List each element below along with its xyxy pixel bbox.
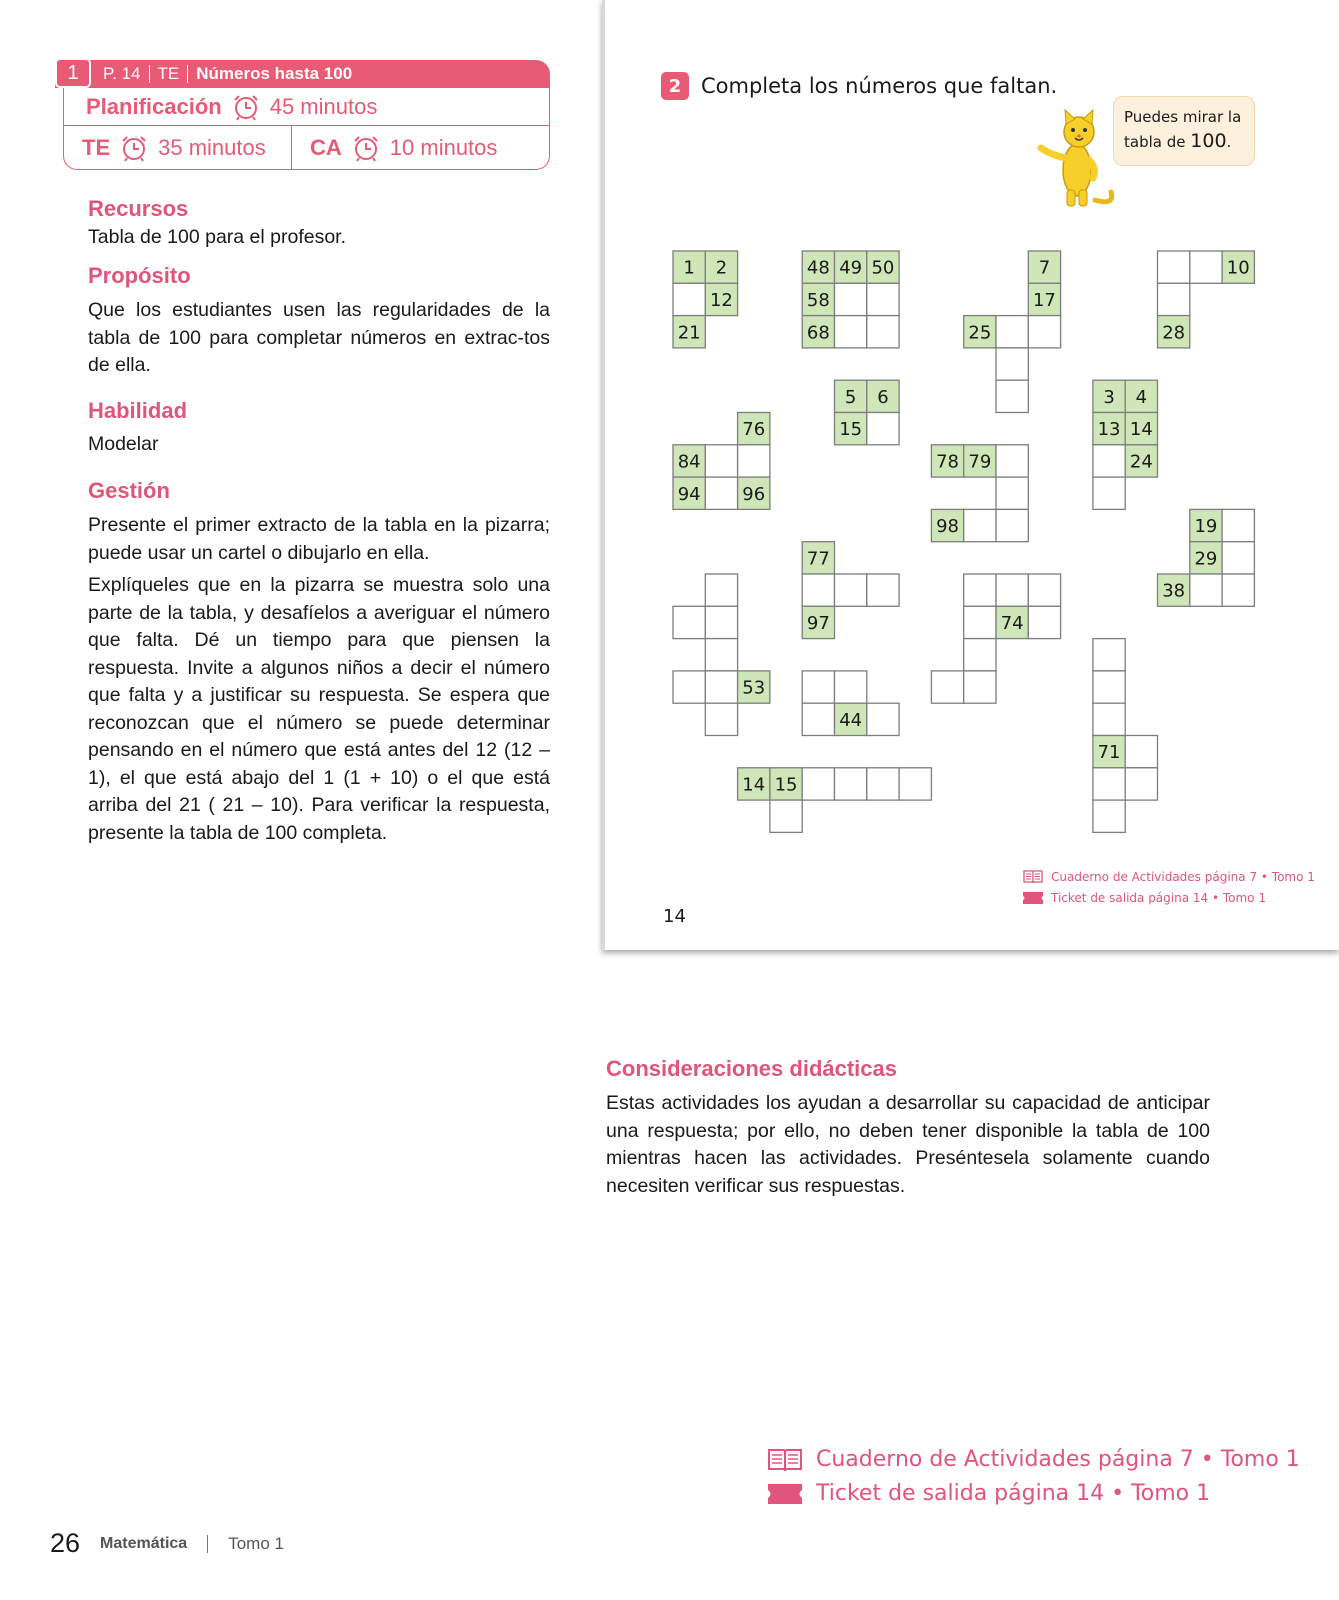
cell-number: 78 — [936, 451, 960, 473]
cell-number: 79 — [968, 451, 992, 473]
cell-number: 50 — [871, 257, 895, 279]
blank-number-cell[interactable] — [1125, 736, 1157, 768]
blank-number-cell[interactable] — [1158, 251, 1190, 283]
volume-label: Tomo 1 — [228, 1533, 284, 1553]
divider — [187, 65, 188, 83]
puzzle-14 — [1093, 639, 1158, 833]
cell-number: 4 — [1135, 386, 1148, 408]
puzzle-3 — [964, 251, 1061, 413]
puzzle-6 — [1093, 380, 1158, 509]
considerations-heading: Consideraciones didácticas — [606, 1056, 897, 1081]
blank-number-cell[interactable] — [964, 606, 996, 638]
puzzle-12 — [931, 574, 1060, 703]
blank-number-cell[interactable] — [996, 380, 1028, 412]
blank-number-cell[interactable] — [1125, 768, 1157, 800]
planning-time: 45 minutos — [269, 93, 378, 119]
puzzle-5 — [835, 380, 900, 445]
blank-number-cell[interactable] — [1028, 316, 1060, 348]
puzzle-13 — [802, 671, 899, 736]
cell-number: 10 — [1226, 257, 1250, 279]
blank-number-cell[interactable] — [1028, 574, 1060, 606]
page-number: 26 — [50, 1528, 81, 1558]
exercise-number: 2 — [661, 72, 689, 100]
hint-number: 100 — [1190, 130, 1227, 152]
blank-number-cell[interactable] — [867, 413, 899, 445]
cell-number: 94 — [677, 483, 701, 505]
alarm-clock-icon — [232, 93, 260, 121]
cell-number: 6 — [877, 386, 889, 408]
cell-number: 7 — [1038, 257, 1051, 279]
blank-number-cell[interactable] — [1222, 509, 1254, 541]
blank-number-cell[interactable] — [835, 671, 867, 703]
hint-line-1: Puedes mirar la — [1124, 108, 1242, 126]
page-footer — [50, 1528, 284, 1559]
planning-label: Planificación — [86, 93, 222, 119]
divider — [207, 1535, 208, 1553]
planning-row — [64, 88, 549, 126]
cell-number: 28 — [1162, 322, 1186, 344]
cell-number: 14 — [1129, 419, 1153, 441]
cell-number: 71 — [1097, 742, 1121, 764]
number-puzzles — [605, 0, 1339, 950]
blank-number-cell[interactable] — [802, 671, 834, 703]
cell-number: 5 — [844, 386, 857, 408]
blank-number-cell[interactable] — [867, 316, 899, 348]
student-page — [602, 0, 1339, 950]
blank-number-cell[interactable] — [1093, 703, 1125, 735]
blank-number-cell[interactable] — [705, 639, 737, 671]
alarm-clock-icon — [120, 134, 148, 162]
blank-number-cell[interactable] — [996, 574, 1028, 606]
book-icon — [1023, 870, 1043, 884]
blank-number-cell[interactable] — [1158, 283, 1190, 315]
blank-number-cell[interactable] — [899, 768, 931, 800]
cell-number: 25 — [968, 322, 992, 344]
blank-number-cell[interactable] — [705, 671, 737, 703]
cell-number: 3 — [1103, 386, 1115, 408]
lesson-number: 1 — [55, 58, 91, 88]
te-ref: TE — [157, 64, 180, 83]
bottom-ref-cuaderno-text: Cuaderno de Actividades página 7 • Tomo 1 — [816, 1447, 1300, 1472]
blank-number-cell[interactable] — [705, 445, 737, 477]
lesson-header — [55, 60, 550, 170]
blank-number-cell[interactable] — [802, 574, 834, 606]
blank-number-cell[interactable] — [705, 703, 737, 735]
cell-number: 21 — [677, 322, 701, 344]
blank-number-cell[interactable] — [705, 574, 737, 606]
puzzle-8 — [931, 445, 1028, 542]
ref-cuaderno-text: Cuaderno de Actividades página 7 • Tomo 1 — [1051, 870, 1315, 884]
blank-number-cell[interactable] — [1093, 671, 1125, 703]
puzzle-11 — [673, 574, 770, 736]
blank-number-cell[interactable] — [673, 283, 705, 315]
exercise-instruction: Completa los números que faltan. — [701, 74, 1058, 98]
hint-text: tabla de — [1124, 133, 1186, 151]
blank-number-cell[interactable] — [802, 768, 834, 800]
cell-number: 1 — [683, 257, 695, 279]
blank-number-cell[interactable] — [1222, 574, 1254, 606]
blank-number-cell[interactable] — [1190, 251, 1222, 283]
recursos-heading: Recursos — [88, 196, 189, 221]
blank-number-cell[interactable] — [867, 283, 899, 315]
hint-period: . — [1226, 133, 1232, 151]
gestion-heading: Gestión — [88, 478, 170, 503]
blank-number-cell[interactable] — [996, 509, 1028, 541]
ticket-icon — [768, 1484, 802, 1504]
blank-number-cell[interactable] — [1222, 542, 1254, 574]
cell-number: 49 — [839, 257, 863, 279]
blank-number-cell[interactable] — [1190, 574, 1222, 606]
cell-number: 44 — [839, 709, 863, 731]
ref-ticket — [1023, 891, 1266, 905]
cell-number: 15 — [774, 774, 798, 796]
blank-number-cell[interactable] — [705, 477, 737, 509]
te-time: 35 minutos — [158, 135, 266, 160]
blank-number-cell[interactable] — [996, 477, 1028, 509]
lesson-header-bar — [55, 60, 550, 88]
blank-number-cell[interactable] — [1093, 800, 1125, 832]
blank-number-cell[interactable] — [835, 283, 867, 315]
planning-box — [63, 88, 550, 170]
cell-number: 2 — [715, 257, 728, 279]
cell-number: 77 — [806, 548, 830, 570]
cell-number: 98 — [936, 516, 960, 538]
blank-number-cell[interactable] — [867, 574, 899, 606]
gestion-paragraph-1: Presente el primer extracto de la tabla en la pizarra; puede usar un cartel o dibujarlo en ella. — [88, 514, 550, 564]
page-ref: P. 14 — [103, 64, 141, 83]
ref-ticket-text: Ticket de salida página 14 • Tomo 1 — [1051, 891, 1266, 905]
cell-number: 76 — [742, 419, 766, 441]
cell-number: 96 — [742, 483, 766, 505]
blank-number-cell[interactable] — [835, 574, 867, 606]
puzzle-2 — [802, 251, 899, 348]
lesson-topic: Números hasta 100 — [196, 64, 353, 83]
cell-number: 48 — [806, 257, 830, 279]
cell-number: 24 — [1129, 451, 1153, 473]
proposito-text: Que los estudiantes usen las regularidades de la tabla de 100 para completar números en extrac-tos de ella. — [88, 299, 550, 376]
puzzle-1 — [673, 251, 738, 348]
bottom-ref-cuaderno — [768, 1447, 1300, 1472]
breadcrumb — [103, 64, 352, 84]
ca-label: CA — [310, 135, 342, 160]
cell-number: 38 — [1162, 580, 1186, 602]
blank-number-cell[interactable] — [802, 703, 834, 735]
bottom-ref-ticket-text: Ticket de salida página 14 • Tomo 1 — [816, 1481, 1211, 1506]
blank-number-cell[interactable] — [867, 703, 899, 735]
cell-number: 17 — [1032, 289, 1056, 311]
proposito-heading: Propósito — [88, 263, 191, 288]
blank-number-cell[interactable] — [673, 606, 705, 638]
cell-number: 58 — [806, 289, 830, 311]
blank-number-cell[interactable] — [1093, 768, 1125, 800]
cell-number: 29 — [1194, 548, 1218, 570]
blank-number-cell[interactable] — [1093, 639, 1125, 671]
subject-label: Matemática — [100, 1534, 188, 1552]
puzzle-15 — [738, 768, 932, 833]
divider — [149, 65, 150, 83]
cell-number: 12 — [709, 289, 733, 311]
habilidad-text: Modelar — [88, 433, 159, 455]
alarm-clock-icon — [352, 134, 380, 162]
puzzle-10 — [802, 542, 899, 639]
ca-time: 10 minutos — [389, 135, 498, 160]
puzzle-4 — [1158, 251, 1255, 348]
te-time-cell — [64, 126, 292, 170]
cell-number: 84 — [677, 451, 701, 473]
blank-number-cell[interactable] — [996, 316, 1028, 348]
student-page-number: 14 — [663, 906, 686, 927]
blank-number-cell[interactable] — [964, 574, 996, 606]
blank-number-cell[interactable] — [770, 800, 802, 832]
blank-number-cell[interactable] — [964, 639, 996, 671]
cell-number: 19 — [1194, 516, 1218, 538]
ticket-icon — [1023, 892, 1043, 904]
time-split-row — [64, 126, 549, 170]
blank-number-cell[interactable] — [1028, 606, 1060, 638]
ref-cuaderno — [1023, 870, 1315, 884]
considerations-text: Estas actividades los ayudan a desarrollar su capacidad de anticipar una respuesta; por ello, no deben tener disponible la tabla de 100 mientras hacen las actividades. Preséntesela solamente cuando necesiten verificar sus respuestas. — [606, 1092, 1210, 1197]
cell-number: 15 — [839, 419, 863, 441]
cell-number: 74 — [1000, 612, 1024, 634]
blank-number-cell[interactable] — [673, 671, 705, 703]
habilidad-heading: Habilidad — [88, 398, 188, 423]
blank-number-cell[interactable] — [705, 606, 737, 638]
bottom-ref-ticket — [768, 1481, 1210, 1506]
blank-number-cell[interactable] — [996, 348, 1028, 380]
blank-number-cell[interactable] — [835, 316, 867, 348]
cell-number: 14 — [742, 774, 766, 796]
blank-number-cell[interactable] — [835, 768, 867, 800]
blank-number-cell[interactable] — [1093, 477, 1125, 509]
cell-number: 68 — [806, 322, 830, 344]
blank-number-cell[interactable] — [964, 671, 996, 703]
te-label: TE — [82, 135, 111, 160]
ca-time-cell — [292, 126, 497, 170]
blank-number-cell[interactable] — [738, 445, 770, 477]
cell-number: 97 — [806, 612, 830, 634]
blank-number-cell[interactable] — [996, 445, 1028, 477]
puzzle-7 — [673, 413, 770, 510]
blank-number-cell[interactable] — [1093, 445, 1125, 477]
gestion-paragraph-2: Explíqueles que en la pizarra se muestra solo una parte de la tabla, y desafíelos a averiguar el número que falta. Dé un tiempo para que piensen la respuesta. Invite a algunos niños a decir el número que falta y a justificar su respuesta. Se espera que reconozcan que el número se puede determinar pensando en el número que está antes del 12 (12 – 1), el que está abajo del 1 (1 + 10) o el que está arriba del 21 ( 21 – 10). Para verificar la respuesta, presente la tabla de 100 completa. — [88, 574, 550, 844]
blank-number-cell[interactable] — [867, 768, 899, 800]
blank-number-cell[interactable] — [964, 509, 996, 541]
recursos-text: Tabla de 100 para el profesor. — [88, 226, 347, 248]
book-icon — [768, 1448, 802, 1472]
puzzle-9 — [1158, 509, 1255, 606]
cell-number: 13 — [1097, 419, 1121, 441]
blank-number-cell[interactable] — [931, 671, 963, 703]
cell-number: 53 — [742, 677, 766, 699]
